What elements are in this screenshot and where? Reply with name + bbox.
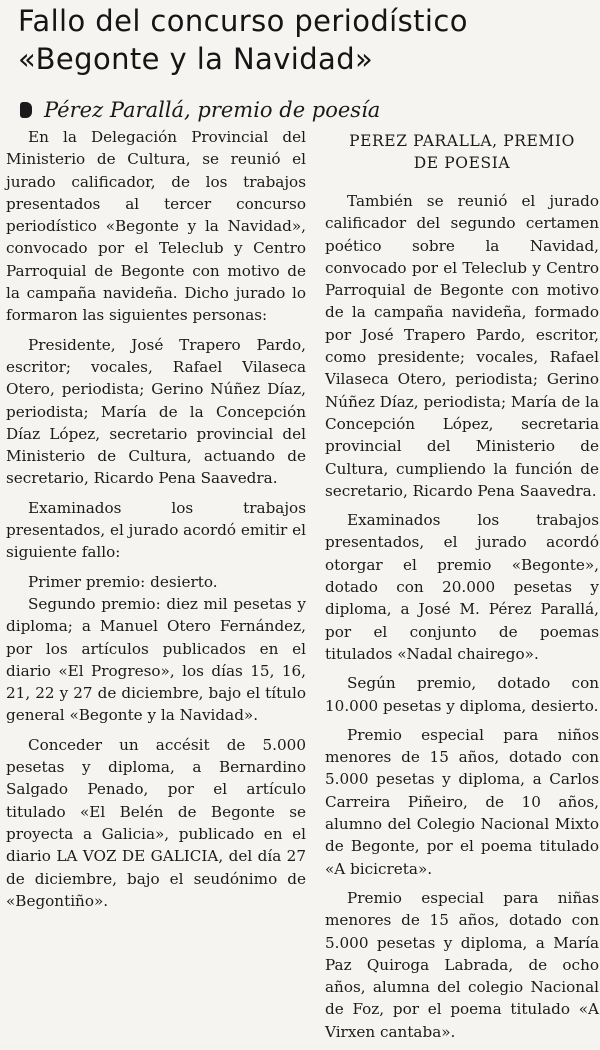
article-subheadline: [20, 97, 380, 123]
article-headline: [18, 2, 598, 78]
paragraph-accesit: Conceder un accésit de 5.000 pesetas y diploma, a Bernardino Salgado Penado, por el artículo titulado «El Belén de Begonte se proyecta a Galicia», publicado en el diario LA VOZ DE GALICIA, del día 27 de diciembre, bajo el seudónimo de «Begontiño».: [6, 735, 306, 910]
paragraph-poetry-jury: También se reunió el jurado calificador del segundo certamen poético sobre la Navidad, convocado por el Teleclub y Centro Parroquial de Begonte con motivo de la campaña navideña, formado por José Trapero Pardo, escritor, como presidente; vocales, Rafael Vilaseca Otero, periodista; Gerino Núñez Díaz, periodista; María de la Concepción López, secretaria provincial del Ministerio de Cultura, cumpliendo la función de secretario, Ricardo Pena Saavedra.: [325, 192, 599, 500]
paragraph-second-prize: Segundo premio: diez mil pesetas y diploma; a Manuel Otero Fernández, por los artículos publicados en el diario «El Progreso», los días 15, 16, 21, 22 y 27 de diciembre, bajo el título general «Begonte y la Navidad».: [6, 594, 306, 725]
paragraph-begonte-prize: Examinados los trabajos presentados, el jurado acordó otorgar el premio «Begonte», dotado con 20.000 pesetas y diploma, a José M. Pérez Parallá, por el conjunto de poemas titulados «Nadal chairego».: [325, 511, 599, 663]
section-title-line-1: PEREZ PARALLA, PREMIO: [349, 132, 575, 150]
paragraph-second-poetry-prize: Según premio, dotado con 10.000 pesetas y diploma, desierto.: [325, 674, 599, 715]
subheadline-text: Pérez Parallá, premio de poesía: [44, 98, 381, 122]
paragraph-girls-prize: Premio especial para niñas menores de 15 años, dotado con 5.000 pesetas y diploma, a María Paz Quiroga Labrada, de ocho años, alumna del colegio Nacional de Foz, por el poema titulado «A Virxen cantaba».: [325, 888, 599, 1041]
headline-line-1: Fallo del concurso periodístico: [18, 4, 468, 38]
left-column: [6, 126, 306, 919]
section-title-line-2: DE POESIA: [413, 154, 511, 172]
section-title: [325, 126, 599, 174]
headline-line-2: «Begonte y la Navidad»: [18, 42, 374, 76]
paragraph-jury-meeting: En la Delegación Provincial del Ministerio de Cultura, se reunió el jurado calificador, de los trabajos presentados al tercer concurso periodístico «Begonte y la Navidad», convocado por el Teleclub y Centro Parroquial de Begonte con motivo de la campaña navideña. Dicho jurado lo formaron las siguientes personas:: [6, 128, 306, 325]
paragraph-boys-prize: Premio especial para niños menores de 15 años, dotado con 5.000 pesetas y diploma, a Carlos Carreira Piñeiro, de 10 años, alumno del Colegio Nacional Mixto de Begonte, por el poema titulado «A bicicreta».: [325, 725, 599, 878]
paragraph-jury-members: Presidente, José Trapero Pardo, escritor; vocales, Rafael Vilaseca Otero, periodista; Gerino Núñez Díaz, periodista; María de la Concepción Díaz López, secretario provincial del Ministerio de Cultura, actuando de secretario, Ricardo Pena Saavedra.: [6, 335, 306, 488]
bullet-icon: [20, 102, 32, 118]
right-column: [325, 126, 599, 1050]
paragraph-verdict-intro: Examinados los trabajos presentados, el jurado acordó emitir el siguiente fallo:: [6, 498, 306, 562]
paragraph-first-prize: Primer premio: desierto.: [28, 572, 218, 591]
